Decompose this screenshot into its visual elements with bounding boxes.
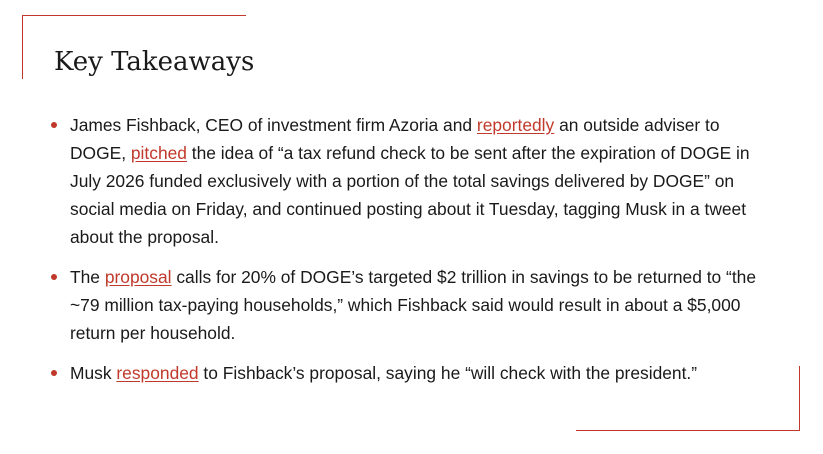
item-text: Musk bbox=[70, 363, 117, 383]
bullet-icon bbox=[51, 122, 57, 128]
item-text: calls for 20% of DOGE’s targeted $2 trillion in savings to be returned to “the ~79 million tax-paying households,” which Fishback said would result in about a $5,000 return per household. bbox=[70, 267, 757, 343]
list-item bbox=[50, 263, 770, 347]
item-text: an outside adviser to DOGE, bbox=[70, 115, 720, 163]
takeaways-list bbox=[50, 111, 770, 399]
link-pitched[interactable]: pitched bbox=[130, 143, 187, 163]
list-item bbox=[50, 111, 770, 251]
section-title: Key Takeaways bbox=[54, 47, 255, 77]
list-item bbox=[50, 359, 770, 387]
link-responded[interactable]: responded bbox=[116, 363, 199, 383]
link-reportedly[interactable]: reportedly bbox=[476, 115, 555, 135]
item-text: The bbox=[70, 267, 105, 287]
bullet-icon bbox=[51, 274, 57, 280]
link-proposal[interactable]: proposal bbox=[104, 267, 172, 287]
bullet-icon bbox=[51, 370, 57, 376]
item-text: to Fishback’s proposal, saying he “will check with the president.” bbox=[198, 363, 698, 383]
item-text: James Fishback, CEO of investment firm Azoria and bbox=[70, 115, 477, 135]
item-text: the idea of “a tax refund check to be sent after the expiration of DOGE in July 2026 funded exclusively with a portion of the total savings delivered by DOGE” on social media on Friday, and continued posting about it Tuesday, tagging Musk in a tweet about the proposal. bbox=[70, 143, 750, 247]
